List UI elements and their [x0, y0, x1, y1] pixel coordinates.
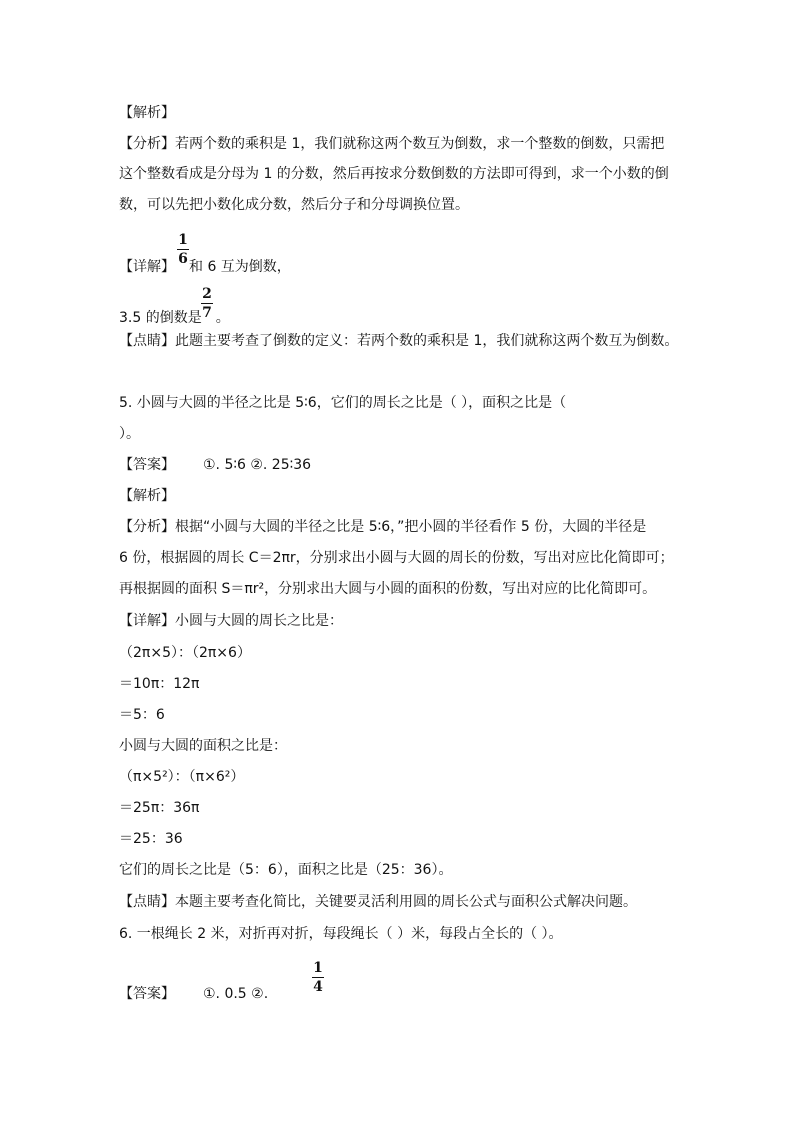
analysis-paragraph-line: 再根据圆的面积 S＝πr²，分别求出大圆与小圆的面积的份数，写出对应的比化简即可。	[119, 581, 657, 597]
detail-text: 3.5 的倒数是	[119, 310, 202, 326]
answer-value: ①. 5∶6 ②. 25∶36	[203, 457, 312, 473]
calculation-line: ＝5：6	[119, 707, 165, 723]
analysis-paragraph-line: 数，可以先把小数化成分数，然后分子和分母调换位置。	[119, 197, 469, 213]
remark-line: 【点睛】本题主要考查化简比，关键要灵活利用圆的周长公式与面积公式解决问题。	[119, 894, 637, 910]
detail-label: 【详解】	[119, 259, 175, 275]
question-5-line: 5. 小圆与大圆的半径之比是 5∶6，它们的周长之比是（ ），面积之比是（	[119, 395, 567, 411]
question-6-line: 6. 一根绳长 2 米，对折再对折，每段绳长（ ）米，每段占全长的（ ）。	[119, 926, 563, 942]
calculation-line: ＝10π：12π	[119, 676, 200, 692]
fraction-numerator: 2	[202, 286, 212, 302]
fraction-bar	[312, 977, 324, 978]
analysis-heading: 【解析】	[119, 105, 175, 121]
answer-label: 【答案】	[119, 457, 175, 473]
fraction-denominator: 6	[178, 251, 188, 267]
answer-line	[119, 984, 268, 1004]
fraction-numerator: 1	[178, 232, 188, 248]
detail-line	[119, 308, 230, 328]
analysis-paragraph-line: 【分析】根据“小圆与大圆的半径之比是 5∶6，”把小圆的半径看作 5 份，大圆的半径是	[119, 519, 647, 535]
detail-text: 和 6 互为倒数，	[189, 259, 291, 275]
fraction-bar	[177, 249, 189, 250]
conclusion-line: 它们的周长之比是（5：6），面积之比是（25：36）。	[119, 862, 453, 878]
analysis-paragraph-line: 6 份，根据圆的周长 C＝2πr，分别求出小圆与大圆的周长的份数，写出对应比化简即可；	[119, 550, 674, 566]
calculation-line: （π×5²）：（π×6²）	[119, 769, 245, 785]
answer-line	[119, 455, 311, 475]
detail-line: 【详解】小圆与大圆的周长之比是：	[119, 613, 343, 629]
remark-line: 【点睛】此题主要考查了倒数的定义：若两个数的乘积是 1，我们就称这两个数互为倒数。	[119, 333, 679, 349]
question-5-line: ）。	[119, 426, 140, 442]
analysis-paragraph-line: 【分析】若两个数的乘积是 1，我们就称这两个数互为倒数，求一个整数的倒数，只需把	[119, 136, 665, 152]
analysis-paragraph-line: 这个整数看成是分母为 1 的分数，然后再按求分数倒数的方法即可得到，求一个小数的倒	[119, 166, 669, 182]
fraction-denominator: 7	[202, 305, 212, 321]
fraction-bar	[201, 303, 213, 304]
fraction-one-quarter	[312, 960, 324, 995]
calculation-line: ＝25π：36π	[119, 800, 200, 816]
fraction-denominator: 4	[313, 979, 323, 995]
detail-line	[119, 257, 291, 277]
detail-line: 小圆与大圆的面积之比是：	[119, 738, 287, 754]
detail-text: 。	[215, 310, 230, 326]
fraction-numerator: 1	[313, 960, 323, 976]
analysis-heading: 【解析】	[119, 488, 175, 504]
calculation-line: ＝25：36	[119, 831, 183, 847]
answer-value: ①. 0.5 ②.	[203, 986, 269, 1002]
answer-label: 【答案】	[119, 986, 175, 1002]
calculation-line: （2π×5）：（2π×6）	[119, 645, 251, 661]
